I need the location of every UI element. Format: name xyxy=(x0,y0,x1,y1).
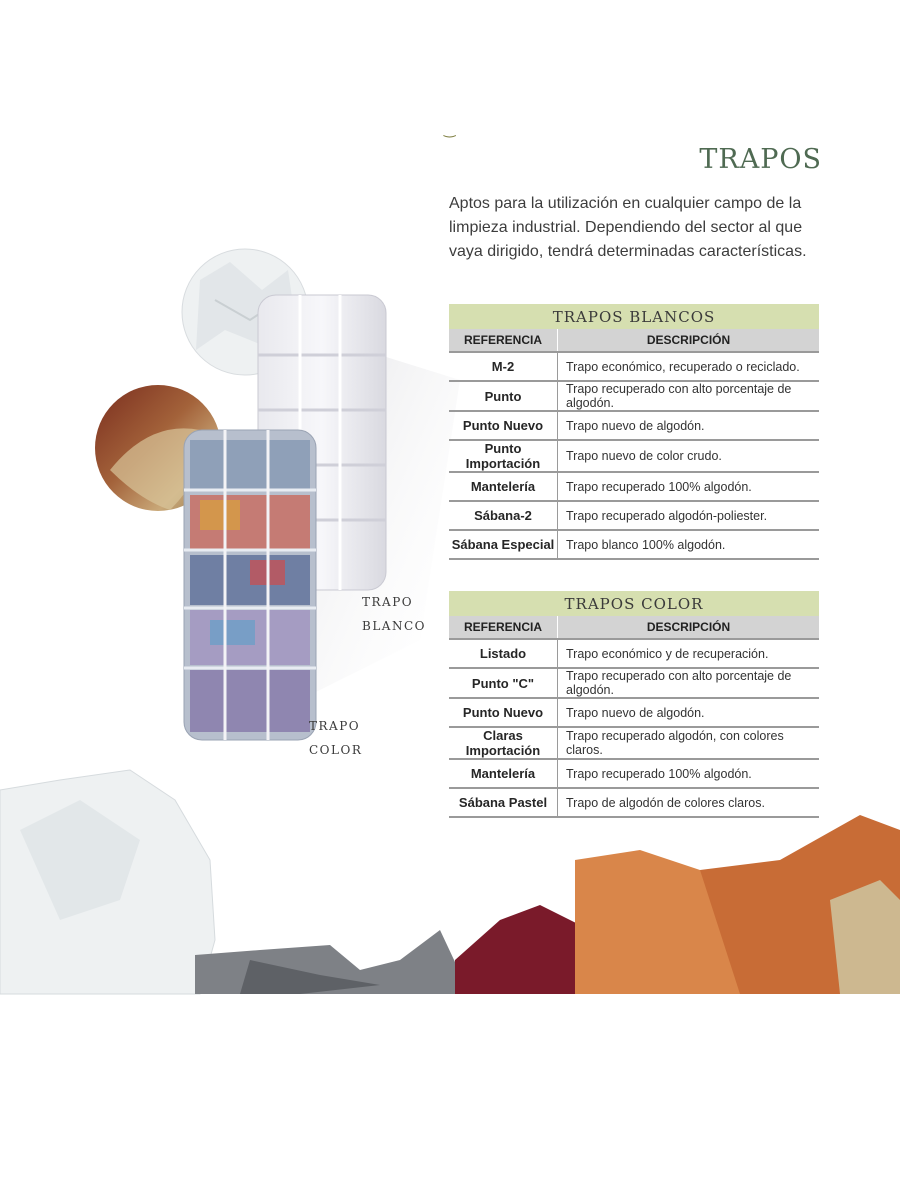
description-cell: Trapo recuperado con alto porcentaje de algodón. xyxy=(558,668,820,698)
table-row xyxy=(449,788,819,817)
reference-cell: Punto xyxy=(449,381,558,411)
column-header-descripcion: DESCRIPCIÓN xyxy=(558,329,820,352)
label-line: COLOR xyxy=(309,743,363,757)
label-trapo-color xyxy=(309,714,362,762)
decorative-mark: ‿ xyxy=(444,123,456,138)
reference-cell: Punto Nuevo xyxy=(449,411,558,440)
label-line: TRAPO xyxy=(362,595,414,609)
table-trapos-color xyxy=(449,591,819,818)
intro-paragraph: Aptos para la utilización en cualquier campo de la limpieza industrial. Dependiendo del sector al que vaya dirigido, tendrá determinadas características. xyxy=(449,195,807,260)
table-trapos-blancos xyxy=(449,304,819,560)
description-cell: Trapo nuevo de algodón. xyxy=(558,698,820,727)
label-line: BLANCO xyxy=(362,619,426,633)
table-row xyxy=(449,411,819,440)
description-cell: Trapo recuperado con alto porcentaje de algodón. xyxy=(558,381,820,411)
description-cell: Trapo blanco 100% algodón. xyxy=(558,530,820,559)
page-title: TRAPOS xyxy=(699,144,822,175)
table-row xyxy=(449,698,819,727)
table-header-row xyxy=(449,329,819,352)
color-bale xyxy=(184,430,316,740)
reference-cell: M-2 xyxy=(449,352,558,381)
table-row xyxy=(449,352,819,381)
reference-cell: Sábana Pastel xyxy=(449,788,558,817)
reference-cell: Punto Nuevo xyxy=(449,698,558,727)
description-cell: Trapo recuperado 100% algodón. xyxy=(558,472,820,501)
table-header-row xyxy=(449,616,819,639)
label-trapo-blanco xyxy=(362,590,426,638)
table-row xyxy=(449,472,819,501)
description-cell: Trapo económico, recuperado o reciclado. xyxy=(558,352,820,381)
table-row xyxy=(449,759,819,788)
column-header-referencia: REFERENCIA xyxy=(449,616,558,639)
table-row xyxy=(449,381,819,411)
table-row xyxy=(449,668,819,698)
description-cell: Trapo económico y de recuperación. xyxy=(558,639,820,668)
description-cell: Trapo recuperado 100% algodón. xyxy=(558,759,820,788)
column-header-referencia: REFERENCIA xyxy=(449,329,558,352)
table-row xyxy=(449,440,819,472)
table-row xyxy=(449,727,819,759)
description-cell: Trapo recuperado algodón, con colores claros. xyxy=(558,727,820,759)
reference-cell: Listado xyxy=(449,639,558,668)
reference-cell: Mantelería xyxy=(449,472,558,501)
reference-cell: Punto Importación xyxy=(449,440,558,472)
description-cell: Trapo recuperado algodón-poliester. xyxy=(558,501,820,530)
table-title: TRAPOS COLOR xyxy=(449,591,819,616)
reference-cell: Sábana Especial xyxy=(449,530,558,559)
table-title: TRAPOS BLANCOS xyxy=(449,304,819,329)
description-cell: Trapo de algodón de colores claros. xyxy=(558,788,820,817)
reference-cell: Mantelería xyxy=(449,759,558,788)
column-header-descripcion: DESCRIPCIÓN xyxy=(558,616,820,639)
label-line: TRAPO xyxy=(309,719,361,733)
table-row xyxy=(449,501,819,530)
description-cell: Trapo nuevo de color crudo. xyxy=(558,440,820,472)
table-row xyxy=(449,639,819,668)
description-cell: Trapo nuevo de algodón. xyxy=(558,411,820,440)
reference-cell: Punto "C" xyxy=(449,668,558,698)
reference-cell: Sábana-2 xyxy=(449,501,558,530)
table-row xyxy=(449,530,819,559)
reference-cell: Claras Importación xyxy=(449,727,558,759)
